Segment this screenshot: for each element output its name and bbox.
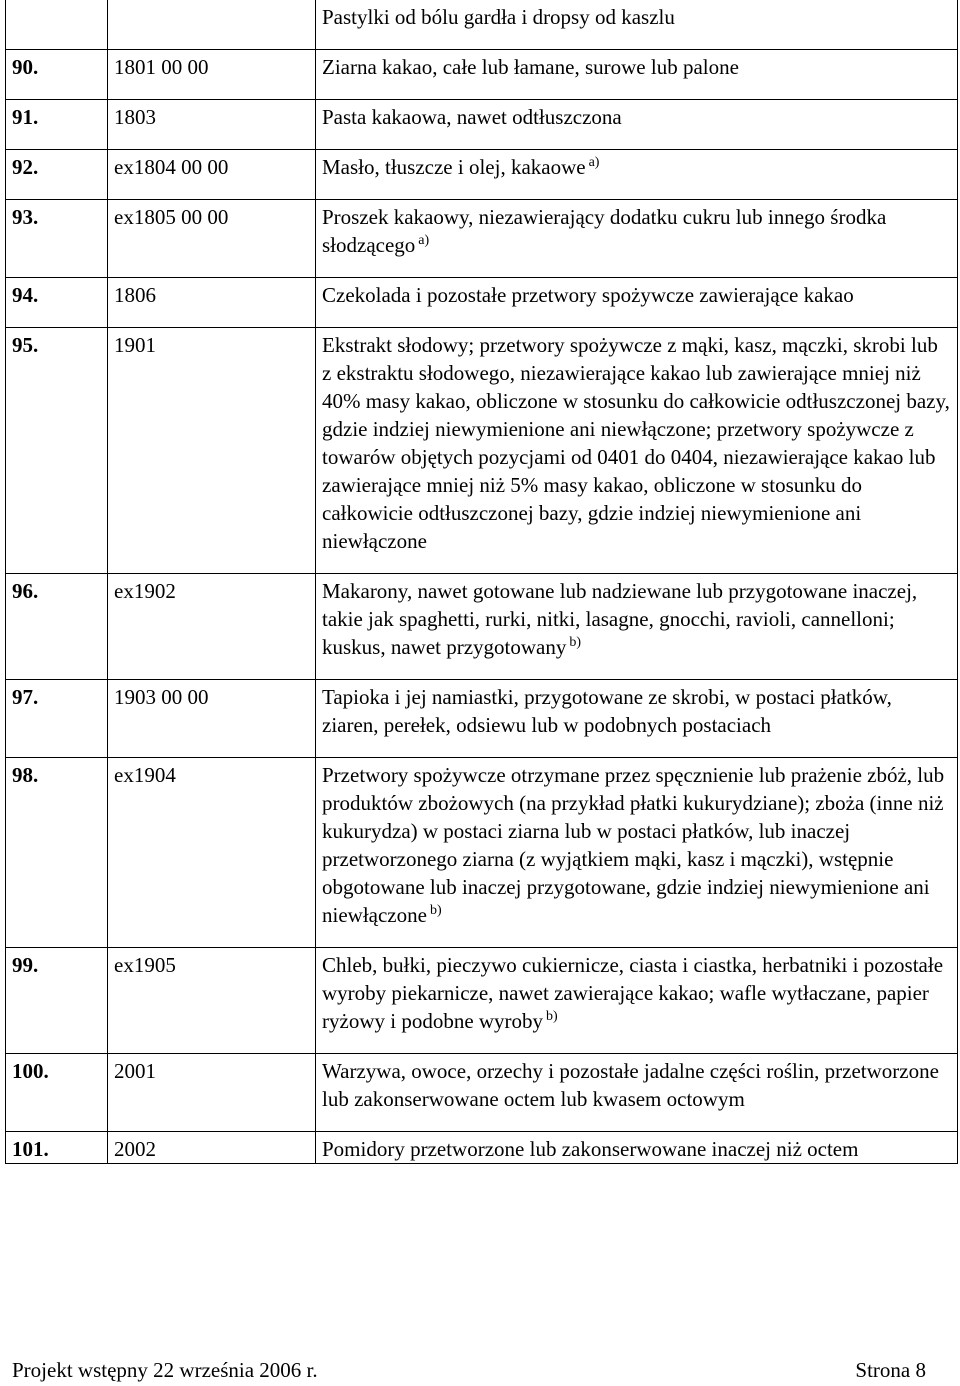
description: Chleb, bułki, pieczywo cukiernicze, ciasta i ciastka, herbatniki i pozostałe wyroby piekarnicze, nawet zawierające kakao; wafle wytłaczane, papier ryżowy i podobne wyroby $^{b)}$	[316, 948, 958, 1054]
tariff-table	[5, 0, 958, 1164]
description: Pastylki od bólu gardła i dropsy od kaszlu	[316, 0, 958, 50]
description: Czekolada i pozostałe przetwory spożywcze zawierające kakao	[316, 278, 958, 328]
cn-code: 2001	[108, 1054, 316, 1132]
page-footer	[12, 1356, 926, 1384]
cn-code: 1903 00 00	[108, 680, 316, 758]
table-row	[6, 1132, 958, 1164]
table-row	[6, 150, 958, 200]
table-row	[6, 1054, 958, 1132]
row-number: 101.	[6, 1132, 108, 1164]
table-row	[6, 278, 958, 328]
footnote-mark: b)	[429, 903, 442, 918]
cn-code	[108, 0, 316, 50]
table-body	[6, 0, 958, 1164]
cn-code: ex1804 00 00	[108, 150, 316, 200]
row-number: 90.	[6, 50, 108, 100]
cn-code: 2002	[108, 1132, 316, 1164]
footnote-mark: a)	[588, 155, 600, 170]
row-number: 96.	[6, 574, 108, 680]
row-number: 100.	[6, 1054, 108, 1132]
description: Makarony, nawet gotowane lub nadziewane lub przygotowane inaczej, takie jak spaghetti, rurki, nitki, lasagne, gnocchi, ravioli, cannelloni; kuskus, nawet przygotowany $^{b)}$	[316, 574, 958, 680]
table-row	[6, 758, 958, 948]
description: Masło, tłuszcze i olej, kakaowe $^{a)}$	[316, 150, 958, 200]
description: Proszek kakaowy, niezawierający dodatku cukru lub innego środka słodzącego $^{a)}$	[316, 200, 958, 278]
row-number: 91.	[6, 100, 108, 150]
row-number: 95.	[6, 328, 108, 574]
row-number: 97.	[6, 680, 108, 758]
row-number	[6, 0, 108, 50]
row-number: 98.	[6, 758, 108, 948]
table-row	[6, 200, 958, 278]
table-row	[6, 574, 958, 680]
cn-code: ex1905	[108, 948, 316, 1054]
cn-code: 1801 00 00	[108, 50, 316, 100]
footnote-mark: b)	[569, 635, 582, 650]
description: Pasta kakaowa, nawet odtłuszczona	[316, 100, 958, 150]
footnote-mark: b)	[546, 1009, 558, 1024]
row-number: 92.	[6, 150, 108, 200]
description: Ekstrakt słodowy; przetwory spożywcze z mąki, kasz, mączki, skrobi lub z ekstraktu słodowego, niezawierające kakao lub zawierające mniej niż 40% masy kakao, obliczone w stosunku do całkowicie odtłuszczonej bazy, gdzie indziej niewymienione ani niewłączone; przetwory spożywcze z towarów objętych pozycjami od 0401 do 0404, niezawierające kakao lub zawierające mniej niż 5% masy kakao, obliczone w stosunku do całkowicie odtłuszczonej bazy, gdzie indziej niewymienione ani niewłączone	[316, 328, 958, 574]
table-row	[6, 100, 958, 150]
cn-code: ex1902	[108, 574, 316, 680]
row-number: 99.	[6, 948, 108, 1054]
description: Ziarna kakao, całe lub łamane, surowe lub palone	[316, 50, 958, 100]
cn-code: ex1805 00 00	[108, 200, 316, 278]
table-row	[6, 680, 958, 758]
description: Tapioka i jej namiastki, przygotowane ze skrobi, w postaci płatków, ziaren, perełek, odsiewu lub w podobnych postaciach	[316, 680, 958, 758]
table-row	[6, 948, 958, 1054]
description: Przetwory spożywcze otrzymane przez spęcznienie lub prażenie zbóż, lub produktów zbożowych (na przykład płatki kukurydziane); zboża (inne niż kukurydza) w postaci ziarna lub w postaci płatków, lub inaczej przetworzonego ziarna (z wyjątkiem mąki, kasz i mączki), wstępnie obgotowane lub inaczej przygotowane, gdzie indziej niewymienione ani niewłączone $^{b)}$	[316, 758, 958, 948]
cn-code: 1806	[108, 278, 316, 328]
table-row	[6, 328, 958, 574]
description: Pomidory przetworzone lub zakonserwowane inaczej niż octem	[316, 1132, 958, 1164]
row-number: 93.	[6, 200, 108, 278]
table-row	[6, 0, 958, 50]
row-number: 94.	[6, 278, 108, 328]
table-row	[6, 50, 958, 100]
cn-code: 1901	[108, 328, 316, 574]
description: Warzywa, owoce, orzechy i pozostałe jadalne części roślin, przetworzone lub zakonserwowane octem lub kwasem octowym	[316, 1054, 958, 1132]
footer-project-date: Projekt wstępny 22 września 2006 r.	[12, 1358, 318, 1382]
footnote-mark: a)	[418, 233, 430, 248]
cn-code: 1803	[108, 100, 316, 150]
footer-page-number: Strona 8	[855, 1358, 926, 1382]
cn-code: ex1904	[108, 758, 316, 948]
